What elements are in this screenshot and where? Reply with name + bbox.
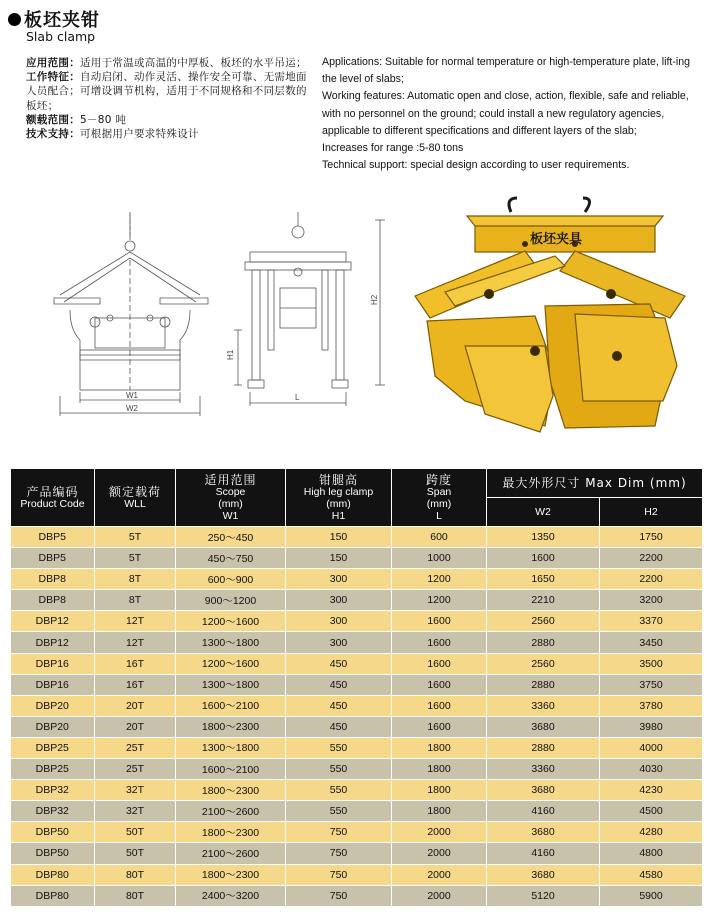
table-row (11, 759, 703, 780)
en-spec-line: Increases for range :5-80 tons (322, 142, 464, 155)
cell-span: 1800 (392, 737, 487, 758)
cn-spec-item (26, 113, 316, 127)
cell-h2: 3450 (600, 632, 703, 653)
cell-h2: 3500 (600, 653, 703, 674)
cell-span: 2000 (392, 822, 487, 843)
cell-w2: 3680 (487, 716, 600, 737)
cell-w2: 3680 (487, 864, 600, 885)
cell-w2: 2560 (487, 611, 600, 632)
cell-h2: 3980 (600, 716, 703, 737)
cell-leg: 450 (286, 695, 392, 716)
table-row (11, 548, 703, 569)
label-w1: W1 (126, 391, 138, 400)
cell-w2: 4160 (487, 801, 600, 822)
spec-table (10, 468, 703, 907)
cell-scope: 900～1200 (176, 590, 286, 611)
header-max-dim: 最大外形尺寸 Max Dim (mm) (487, 469, 703, 498)
cell-wll: 80T (95, 885, 176, 906)
cell-wll: 80T (95, 864, 176, 885)
cell-leg: 550 (286, 801, 392, 822)
cn-spec-text: 可根据用户要求特殊设计 (80, 128, 199, 141)
cell-leg: 550 (286, 759, 392, 780)
table-row (11, 674, 703, 695)
cell-code: DBP8 (11, 590, 95, 611)
cell-code: DBP80 (11, 885, 95, 906)
cell-w2: 3360 (487, 759, 600, 780)
cell-wll: 12T (95, 611, 176, 632)
cell-code: DBP32 (11, 801, 95, 822)
cell-leg: 300 (286, 632, 392, 653)
cell-leg: 450 (286, 716, 392, 737)
cell-scope: 1600～2100 (176, 695, 286, 716)
cell-h2: 1750 (600, 527, 703, 548)
cell-leg: 750 (286, 843, 392, 864)
cell-code: DBP25 (11, 737, 95, 758)
cell-h2: 4800 (600, 843, 703, 864)
cell-leg: 450 (286, 653, 392, 674)
cell-w2: 3680 (487, 822, 600, 843)
cell-h2: 4280 (600, 822, 703, 843)
cell-code: DBP25 (11, 759, 95, 780)
cn-spec-item (26, 127, 316, 141)
cell-leg: 550 (286, 737, 392, 758)
cell-leg: 300 (286, 569, 392, 590)
cell-code: DBP8 (11, 569, 95, 590)
header-span: 跨度 Span (mm) L (392, 469, 487, 527)
cell-span: 600 (392, 527, 487, 548)
cell-leg: 150 (286, 527, 392, 548)
cell-leg: 750 (286, 864, 392, 885)
cell-scope: 600～900 (176, 569, 286, 590)
cell-code: DBP5 (11, 548, 95, 569)
cell-wll: 20T (95, 695, 176, 716)
cell-scope: 1800～2300 (176, 822, 286, 843)
cn-spec-text: 适用于常温或高温的中厚板、板坯的水平吊运； (80, 57, 307, 69)
cell-w2: 3680 (487, 780, 600, 801)
cell-scope: 2100～2600 (176, 801, 286, 822)
cell-scope: 1200～1600 (176, 611, 286, 632)
clamp-photo (405, 196, 697, 442)
table-row (11, 590, 703, 611)
cell-code: DBP16 (11, 653, 95, 674)
cell-w2: 2880 (487, 737, 600, 758)
technical-drawing (40, 200, 390, 430)
cell-w2: 2210 (487, 590, 600, 611)
cell-h2: 4030 (600, 759, 703, 780)
cell-wll: 50T (95, 843, 176, 864)
cell-wll: 32T (95, 801, 176, 822)
cell-span: 2000 (392, 843, 487, 864)
photo-label: 板坯夹具 (530, 232, 583, 247)
cell-leg: 150 (286, 548, 392, 569)
table-row (11, 653, 703, 674)
cell-wll: 20T (95, 716, 176, 737)
cell-code: DBP20 (11, 716, 95, 737)
cn-spec-label: 工作特征： (26, 71, 80, 84)
cell-h2: 3750 (600, 674, 703, 695)
cell-span: 2000 (392, 885, 487, 906)
header-w2: W2 (487, 498, 600, 527)
table-row (11, 527, 703, 548)
cell-span: 1000 (392, 548, 487, 569)
en-spec-line: Working features: Automatic open and close, action, flexible, safe and reliable, with no personnel on the ground; could install a new regulatory agencies, applicable to different specifications and different layers of the slab; (322, 90, 689, 137)
cell-h2: 3200 (600, 590, 703, 611)
cell-code: DBP32 (11, 780, 95, 801)
table-row (11, 716, 703, 737)
cell-h2: 2200 (600, 569, 703, 590)
cell-span: 1600 (392, 674, 487, 695)
cell-span: 1200 (392, 590, 487, 611)
cell-code: DBP12 (11, 611, 95, 632)
cell-code: DBP50 (11, 822, 95, 843)
cell-span: 1600 (392, 611, 487, 632)
cn-spec-text: 5－80 吨 (80, 113, 127, 126)
cell-w2: 3360 (487, 695, 600, 716)
cell-span: 1600 (392, 695, 487, 716)
table-row (11, 822, 703, 843)
cell-scope: 1800～2300 (176, 780, 286, 801)
cell-span: 1800 (392, 801, 487, 822)
header-wll: 额定载荷 WLL (95, 469, 176, 527)
cell-wll: 16T (95, 653, 176, 674)
label-l: L (295, 393, 300, 402)
cell-leg: 750 (286, 822, 392, 843)
cell-span: 1800 (392, 780, 487, 801)
table-row (11, 737, 703, 758)
table-row (11, 695, 703, 716)
cell-code: DBP5 (11, 527, 95, 548)
cell-span: 1800 (392, 759, 487, 780)
cell-w2: 1600 (487, 548, 600, 569)
cell-scope: 1300～1800 (176, 737, 286, 758)
cell-h2: 3780 (600, 695, 703, 716)
en-spec-line: Technical support: special design according to user requirements. (322, 159, 630, 172)
cell-span: 1200 (392, 569, 487, 590)
cell-span: 1600 (392, 632, 487, 653)
cell-wll: 25T (95, 737, 176, 758)
cell-w2: 2880 (487, 632, 600, 653)
cell-code: DBP50 (11, 843, 95, 864)
cell-w2: 4160 (487, 843, 600, 864)
cell-wll: 8T (95, 590, 176, 611)
cell-leg: 300 (286, 590, 392, 611)
label-h2: H2 (370, 294, 379, 305)
cell-wll: 5T (95, 527, 176, 548)
cell-w2: 5120 (487, 885, 600, 906)
cell-h2: 3370 (600, 611, 703, 632)
cell-scope: 1300～1800 (176, 632, 286, 653)
header-h2: H2 (600, 498, 703, 527)
table-row (11, 632, 703, 653)
cell-wll: 12T (95, 632, 176, 653)
cell-h2: 2200 (600, 548, 703, 569)
cell-h2: 4500 (600, 801, 703, 822)
cell-scope: 1600～2100 (176, 759, 286, 780)
table-row (11, 885, 703, 906)
cell-w2: 2560 (487, 653, 600, 674)
title-chinese: 板坯夹钳 (24, 10, 100, 31)
cell-code: DBP20 (11, 695, 95, 716)
cell-scope: 1200～1600 (176, 653, 286, 674)
cn-spec-item (26, 56, 316, 70)
cell-h2: 4000 (600, 737, 703, 758)
cell-span: 1600 (392, 716, 487, 737)
cell-h2: 4230 (600, 780, 703, 801)
cell-scope: 1800～2300 (176, 716, 286, 737)
cell-scope: 1300～1800 (176, 674, 286, 695)
cell-wll: 5T (95, 548, 176, 569)
cell-code: DBP80 (11, 864, 95, 885)
table-row (11, 864, 703, 885)
english-spec-block (322, 54, 702, 174)
bullet-dot-icon (8, 13, 21, 26)
cell-wll: 8T (95, 569, 176, 590)
en-spec-line: Applications: Suitable for normal temperature or high-temperature plate, lift-ing the level of slabs; (322, 56, 691, 86)
header-leg-height: 钳腿高 High leg clamp (mm) H1 (286, 469, 392, 527)
cell-scope: 2100～2600 (176, 843, 286, 864)
title-english: Slab clamp (26, 29, 96, 44)
chinese-spec-block (26, 56, 316, 141)
cell-w2: 2880 (487, 674, 600, 695)
cell-h2: 5900 (600, 885, 703, 906)
cell-w2: 1650 (487, 569, 600, 590)
cell-leg: 750 (286, 885, 392, 906)
cell-code: DBP12 (11, 632, 95, 653)
cn-spec-label: 技术支持： (26, 128, 80, 141)
cell-span: 2000 (392, 864, 487, 885)
cn-spec-text: 自动启闭、动作灵活、操作安全可靠、无需地面人员配合；可增设调节机构，适用于不同规格和不同层数的板坯； (26, 71, 307, 112)
cell-code: DBP16 (11, 674, 95, 695)
cell-scope: 1800～2300 (176, 864, 286, 885)
cell-wll: 16T (95, 674, 176, 695)
cell-scope: 450～750 (176, 548, 286, 569)
table-row (11, 611, 703, 632)
cell-scope: 2400～3200 (176, 885, 286, 906)
cell-wll: 50T (95, 822, 176, 843)
cn-spec-label: 额载范围： (26, 113, 80, 126)
cell-leg: 550 (286, 780, 392, 801)
cell-leg: 450 (286, 674, 392, 695)
table-row (11, 843, 703, 864)
header-scope: 适用范围 Scope (mm) W1 (176, 469, 286, 527)
cell-scope: 250～450 (176, 527, 286, 548)
header-product-code: 产品编码 Product Code (11, 469, 95, 527)
cn-spec-label: 应用范围： (26, 57, 80, 69)
label-h1: H1 (226, 349, 235, 360)
cell-span: 1600 (392, 653, 487, 674)
table-row (11, 801, 703, 822)
cell-wll: 32T (95, 780, 176, 801)
label-w2: W2 (126, 404, 138, 413)
cell-h2: 4580 (600, 864, 703, 885)
table-row (11, 780, 703, 801)
cell-w2: 1350 (487, 527, 600, 548)
cell-wll: 25T (95, 759, 176, 780)
cell-leg: 300 (286, 611, 392, 632)
cn-spec-item (26, 70, 316, 113)
table-row (11, 569, 703, 590)
